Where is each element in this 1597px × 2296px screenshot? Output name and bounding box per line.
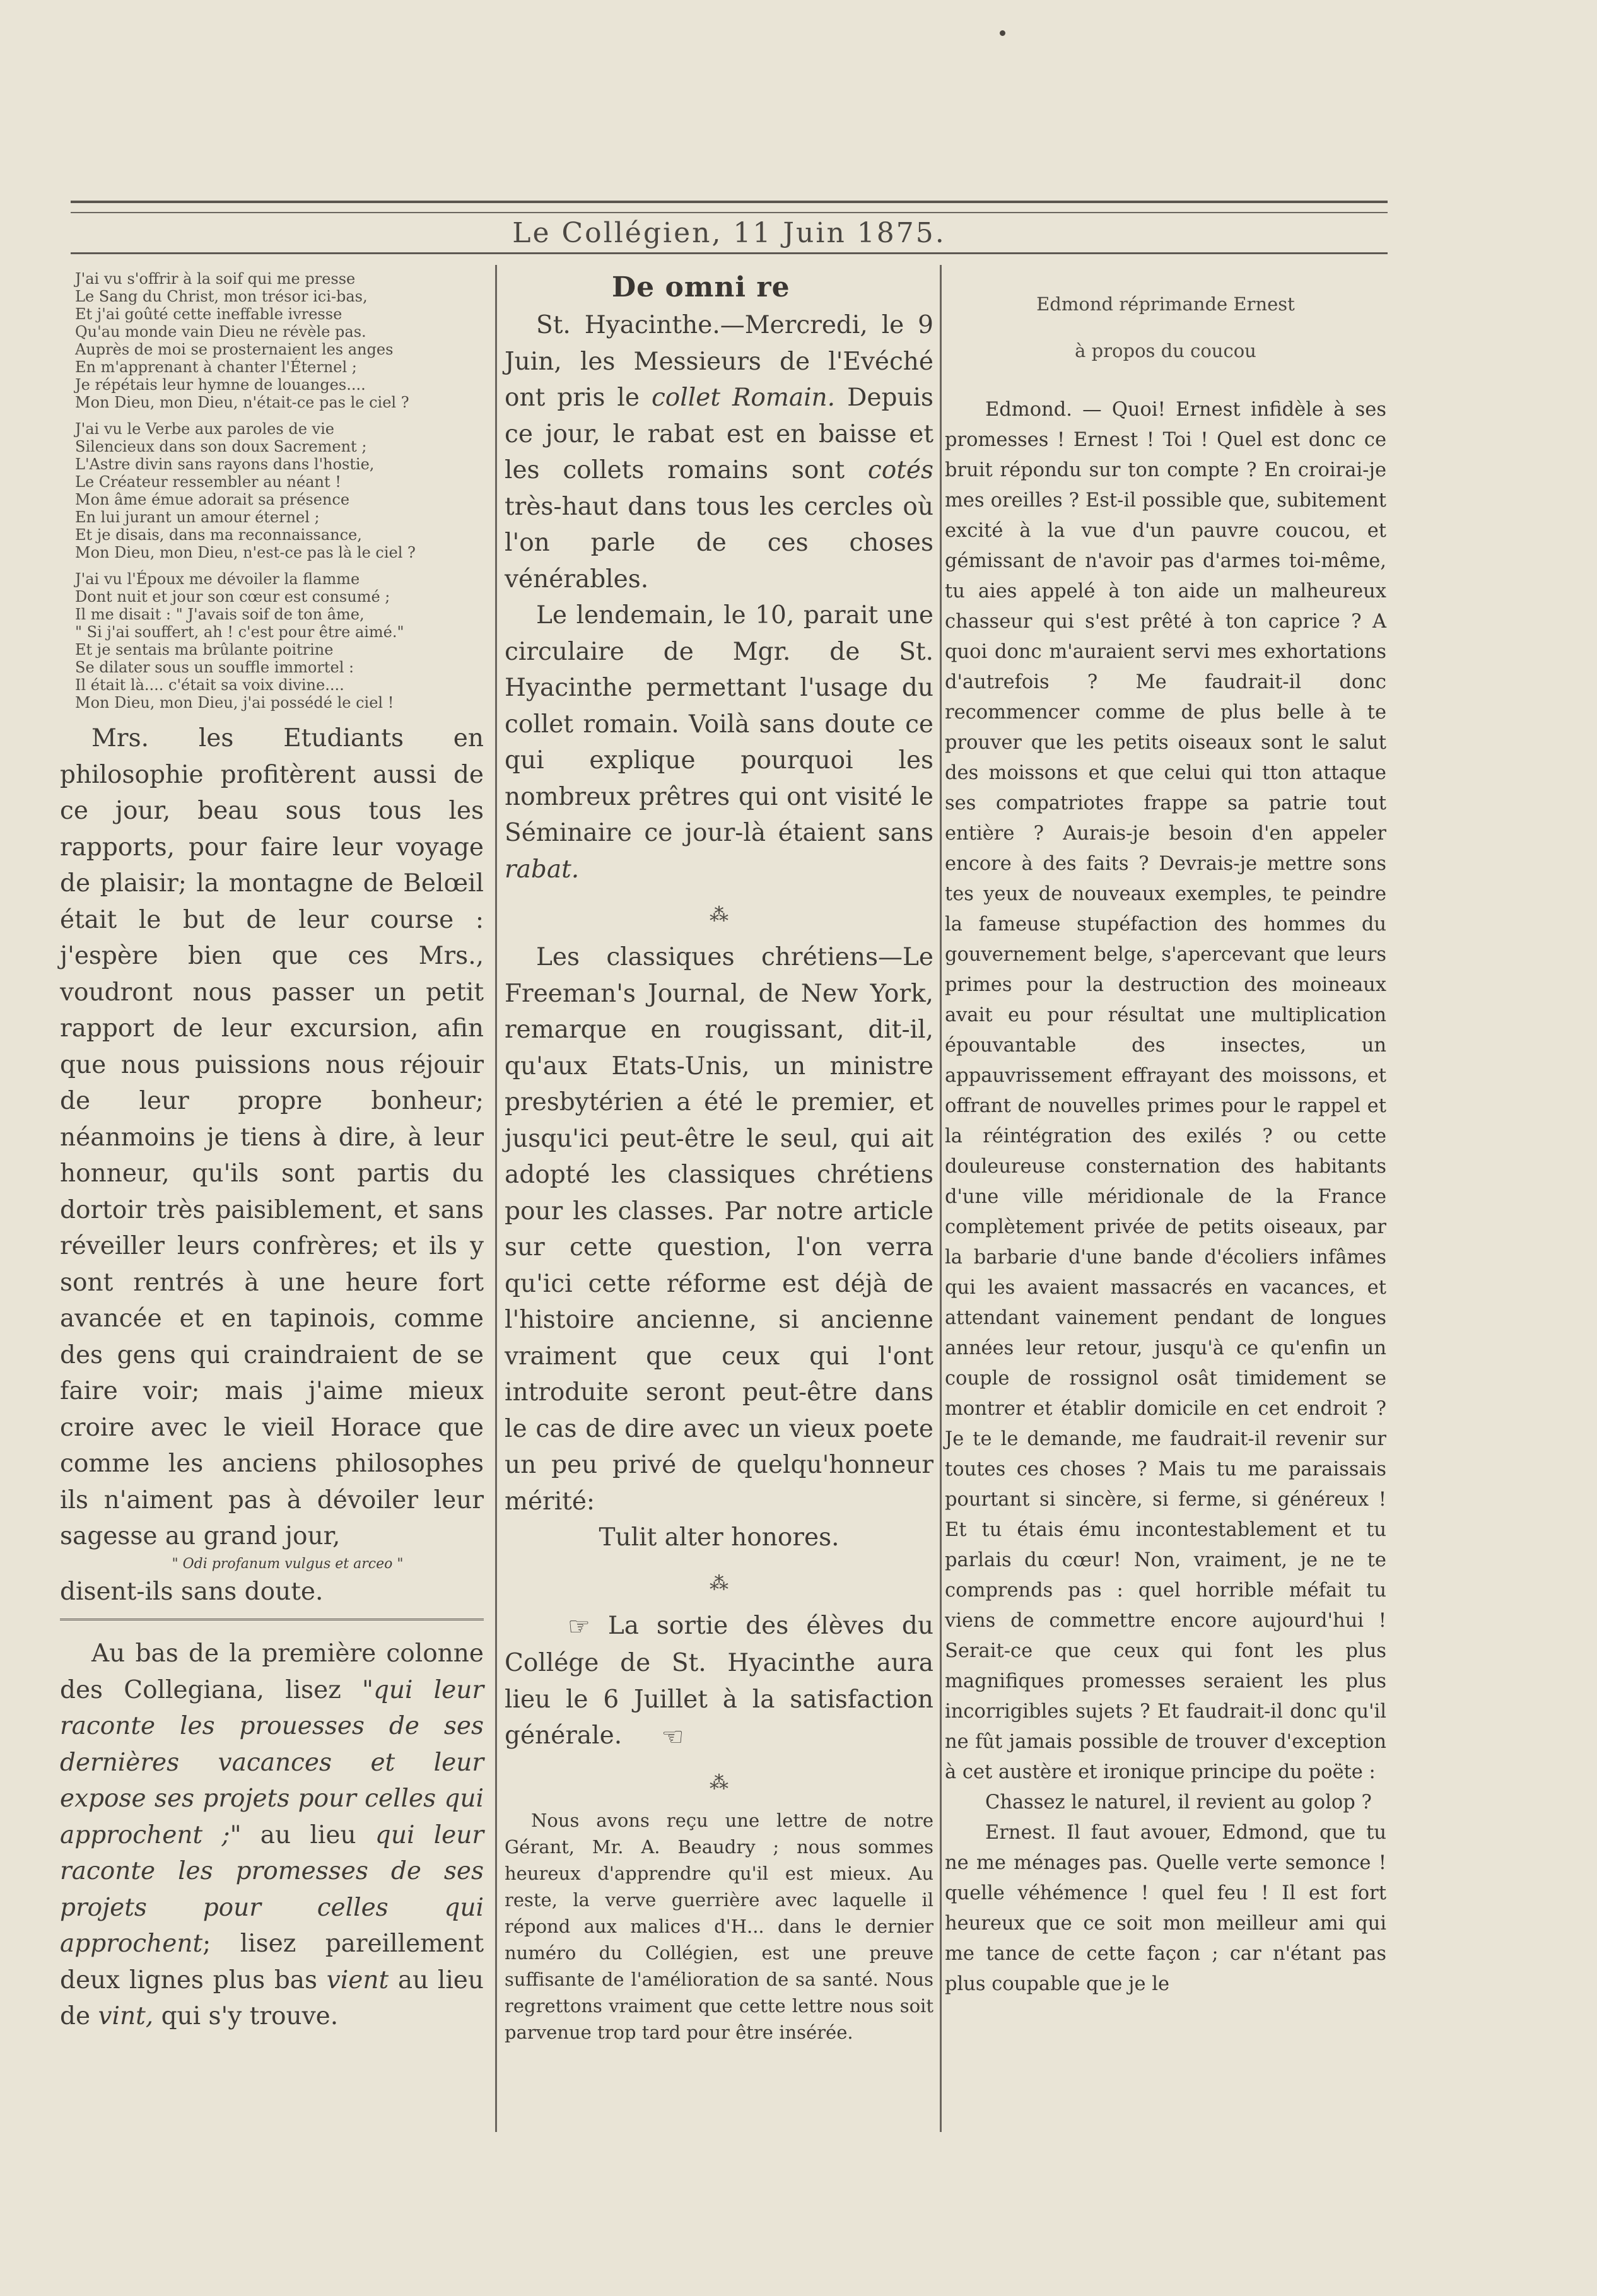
news-italic: collet Romain. bbox=[651, 384, 836, 412]
erratum-italic: qui leur raconte les prouesses de ses dernières vacances et leur expose ses projets pour celles qui approchent ; bbox=[60, 1675, 484, 1849]
poem-line: Il était là.... c'était sa voix divine.... bbox=[75, 676, 344, 694]
erratum-text: Au bas de la première colonne des Collegiana, lisez " bbox=[60, 1639, 484, 1704]
erratum-text: au lieu de bbox=[60, 1965, 484, 2030]
news-text: La sortie des élèves du Collége de St. Hyacinthe aura lieu le 6 Juillet à la satisfaction générale. bbox=[505, 1611, 933, 1750]
erratum-italic: vient bbox=[326, 1965, 389, 1994]
erratum-text: " au lieu bbox=[230, 1820, 356, 1849]
news-italic: rabat. bbox=[505, 855, 580, 884]
erratum-italic: qui leur raconte les promesses de ses projets pour celles qui approchent bbox=[60, 1820, 484, 1958]
dialogue-body bbox=[945, 395, 1386, 2000]
column-1 bbox=[60, 259, 484, 2035]
news-classiques bbox=[505, 939, 933, 1556]
poem-line: Silencieux dans son doux Sacrement ; bbox=[75, 438, 367, 455]
asterism: ⁂ bbox=[710, 1572, 728, 1595]
dialogue-paragraph: Ernest. Il faut avouer, Edmond, que tu ne me ménages pas. Quelle verte semonce ! quelle véhémence ! quel feu ! Il est fort heureux que ce soit mon meilleur ami qui me tance de cette façon ; car n'étant pas plus coupable que je le bbox=[945, 1822, 1386, 1995]
students-excursion-article bbox=[60, 720, 484, 1610]
ink-dot bbox=[1000, 30, 1005, 36]
poem-line: Auprès de moi se prosternaient les anges bbox=[75, 341, 394, 358]
news-paragraph bbox=[505, 1608, 933, 1756]
news-text: Depuis ce jour, le rabat est en baisse et les collets romains sont bbox=[505, 384, 934, 484]
news-text: Le lendemain, le 10, parait une circulaire de Mgr. de St. Hyacinthe permettant l'usage du collet romain. Voilà sans doute ce qui explique pourquoi les nombreux prêtres qui ont visité le Séminaire ce jour-là étaient sans bbox=[505, 601, 933, 847]
poem-line: Et j'ai goûté cette ineffable ivresse bbox=[75, 305, 342, 323]
section-divider bbox=[60, 1619, 484, 1627]
poem-line: Mon Dieu, mon Dieu, n'était-ce pas le ciel ? bbox=[75, 394, 409, 411]
section-title: De omni re bbox=[612, 271, 790, 303]
dialogue-subtitle: à propos du coucou bbox=[1075, 340, 1256, 361]
poem-line: Et je disais, dans ma reconnaissance, bbox=[75, 526, 362, 544]
poem-stanza bbox=[75, 270, 484, 411]
poem-line: J'ai vu l'Époux me dévoiler la flamme bbox=[75, 570, 360, 588]
pointing-hand-icon: ☜ bbox=[661, 1722, 684, 1752]
erratum-text: qui s'y trouve. bbox=[161, 2002, 339, 2030]
poem-line: Je répétais leur hymne de louanges.... bbox=[75, 376, 366, 394]
poem-line: " Si j'ai souffert, ah ! c'est pour être aimé." bbox=[75, 623, 404, 641]
asterism: ⁂ bbox=[710, 1772, 728, 1794]
poem-line: Mon âme émue adorait sa présence bbox=[75, 491, 350, 508]
header-top-rule bbox=[71, 201, 1388, 213]
poem-stanza bbox=[75, 570, 484, 712]
poem-line: En m'apprenant à chanter l'Éternel ; bbox=[75, 358, 357, 376]
dialogue-paragraph: Edmond. — Quoi! Ernest infidèle à ses promesses ! Ernest ! Toi ! Quel est donc ce bruit répondu sur ton compte ? En croirai-je mes oreilles ? Est-il possible que, subitement excité à la vue d'un pauvre coucou, et gémissant de n'avoir pas d'armes toi-même, tu aies appelé à ton aide un malheureux chasseur qui s'est prêté à ton caprice ? A quoi donc m'auraient servi mes exhortations d'autrefois ? Me faudrait-il donc recommencer comme de plus belle à te prouver que les petits oiseaux sont le salut des moissons et que celui qui tton attaque ses compatriotes frappe sa patrie tout entière ? Aurais-je besoin d'en appeler encore à des faits ? Devrais-je mettre sons tes yeux de nouveaux exemples, te peindre la fameuse stupéfaction des hommes du gouvernement belge, s'apercevant que leurs primes pour la destruction des moineaux avait eu pour résultat une multiplication épouvantable des insectes, un appauvrissement effrayant des moissons, et offrant de nouvelles primes pour le rappel et la réintégration des exilés ? ou cette douleureuse consternation des habitants d'une ville méridionale de la France complètement privée de petits oiseaux, par la barbarie d'une bande d'écoliers infâmes qui les avaient massacrés en vacances, et attendant vainement pendant de longues années leur retour, jusqu'à ce qu'enfin un couple de rossignol osât timidement se montrer et établir domicile en cet endroit ? Je te le demande, me faudrait-il revenir sur toutes ces choses ? Mais tu me paraissais pourtant si sincère, si ferme, si généreux ! Et tu étais ému incontestablement et tu parlais du cœur! Non, vraiment, je ne te comprends pas : quel horrible méfait tu viens de commettre encore aujourd'hui ! Serait-ce que ceux qui font les plus magnifiques promesses seraient les plus incorrigibles sujets ? Et faudrait-il donc qu'il ne fût jamais possible de trouver d'exception à cet austère et ironique principe du poëte : bbox=[945, 399, 1386, 1783]
column-rule-2 bbox=[940, 265, 942, 2132]
horace-quote: " Odi profanum vulgus et arceo " bbox=[172, 1555, 404, 1572]
news-gerant bbox=[505, 1807, 933, 2046]
news-paragraph bbox=[505, 597, 933, 887]
poem-line: Le Créateur ressembler au néant ! bbox=[75, 473, 341, 491]
column-2 bbox=[505, 259, 933, 2046]
poem-line: Qu'au monde vain Dieu ne révèle pas. bbox=[75, 323, 366, 341]
poem-line: J'ai vu le Verbe aux paroles de vie bbox=[75, 420, 334, 438]
poem-line: Se dilater sous un souffle immortel : bbox=[75, 659, 354, 676]
article-paragraph-end: disent-ils sans doute. bbox=[60, 1577, 324, 1606]
erratum-italic: vint, bbox=[98, 2002, 154, 2030]
news-italic: cotés bbox=[867, 456, 933, 484]
news-paragraph: Nous avons reçu une lettre de notre Gérant, Mr. A. Beaudry ; nous sommes heureux d'apprendre qu'il est mieux. Au reste, la verve guerrière avec laquelle il répond aux malices d'H... dans le dernier numéro du Collégien, est une preuve suffisante de l'amélioration de sa santé. Nous regrettons vraiment que cette lettre nous soit parvenue trop tard pour être insérée. bbox=[505, 1810, 933, 2043]
erratum-paragraph bbox=[60, 1636, 484, 2035]
pointing-hand-icon: ☞ bbox=[568, 1612, 590, 1641]
column-rule-1 bbox=[495, 265, 497, 2132]
news-sortie bbox=[505, 1608, 933, 1756]
news-paragraph bbox=[505, 307, 933, 597]
poem-line: L'Astre divin sans rayons dans l'hostie, bbox=[75, 455, 375, 473]
poem-line: Dont nuit et jour son cœur est consumé ; bbox=[75, 588, 390, 606]
poem-line: Et je sentais ma brûlante poitrine bbox=[75, 641, 334, 659]
poem-line: Il me disait : " J'avais soif de ton âme, bbox=[75, 606, 365, 623]
poem-line: En lui jurant un amour éternel ; bbox=[75, 508, 320, 526]
page-header: Le Collégien, 11 Juin 1875. bbox=[512, 217, 946, 249]
header-bottom-rule bbox=[71, 252, 1388, 254]
news-text: très-haut dans tous les cercles où l'on parle de ces choses vénérables. bbox=[505, 492, 933, 594]
poem-line: Mon Dieu, mon Dieu, j'ai possédé le ciel ! bbox=[75, 694, 394, 712]
poem bbox=[75, 270, 484, 712]
latin-quote: Tulit alter honores. bbox=[599, 1523, 839, 1552]
column-3 bbox=[945, 259, 1386, 2000]
poem-stanza bbox=[75, 420, 484, 561]
erratum-article bbox=[60, 1636, 484, 2035]
article-paragraph: Mrs. les Etudiants en philosophie profitèrent aussi de ce jour, beau sous tous les rapports, pour faire leur voyage de plaisir; la montagne de Belœil était le but de leur course : j'espère bien que ces Mrs., voudront nous passer un petit rapport de leur excursion, afin que nous puissions nous réjouir de leur propre bonheur; néanmoins je tiens à dire, à leur honneur, qu'ils sont partis du dortoir très paisiblement, et sans réveiller leurs confrères; et ils y sont rentrés à une heure fort avancée et en tapinois, comme des gens qui craindraient de se faire voir; mais j'aime mieux croire avec le vieil Horace que comme les anciens philosophes ils n'aiment pas à dévoiler leur sagesse au grand jour, bbox=[60, 724, 484, 1550]
poem-line: Le Sang du Christ, mon trésor ici-bas, bbox=[75, 288, 368, 305]
dialogue-verse: Chassez le naturel, il revient au golop ? bbox=[985, 1791, 1372, 1813]
asterism: ⁂ bbox=[710, 904, 728, 926]
poem-line: Mon Dieu, mon Dieu, n'est-ce pas là le ciel ? bbox=[75, 544, 416, 561]
poem-line: J'ai vu s'offrir à la soif qui me presse bbox=[75, 270, 356, 288]
erratum-text: ; lisez pareillement deux lignes plus bas bbox=[60, 1930, 484, 1994]
news-paragraph: Les classiques chrétiens—Le Freeman's Journal, de New York, remarque en rougissant, dit-il, qu'aux Etats-Unis, un ministre presbytérien a été le premier, et jusqu'ici peut-être le seul, qui ait adopté les classiques chrétiens pour les classes. Par notre article sur cette question, l'on verra qu'ici cette réforme est déjà de l'histoire ancienne, si ancienne vraiment que ceux qui l'ont introduite seront peut-être dans le cas de dire avec un vieux poete un peu privé de quelqu'honneur mérité: bbox=[505, 943, 933, 1516]
news-text: St. Hyacinthe.—Mercredi, le 9 Juin, les Messieurs de l'Evéché ont pris le bbox=[505, 311, 933, 412]
dialogue-title: Edmond réprimande Ernest bbox=[1036, 293, 1295, 315]
news-st-hyacinthe bbox=[505, 307, 933, 887]
